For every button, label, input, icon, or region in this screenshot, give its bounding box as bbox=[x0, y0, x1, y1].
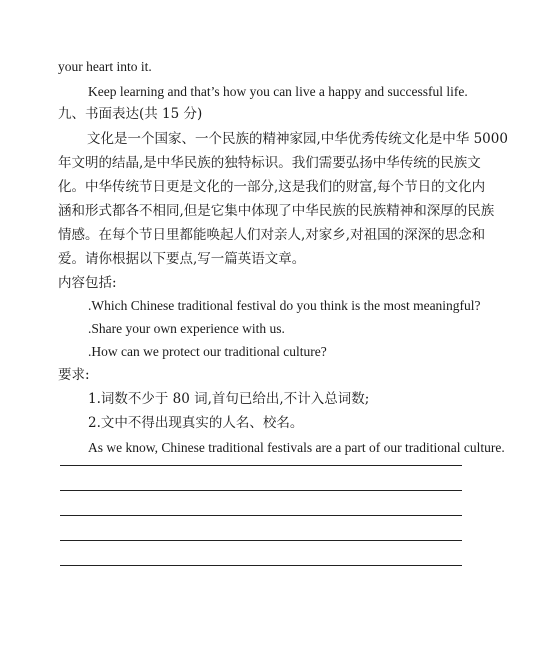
content-point: .Share your own experience with us. bbox=[88, 321, 285, 336]
content-heading: 内容包括: bbox=[58, 275, 117, 291]
requirements-heading: 要求: bbox=[58, 367, 90, 383]
answer-line bbox=[60, 565, 462, 566]
answer-line bbox=[60, 490, 462, 491]
paragraph-line: 情感。在每个节日里都能唤起人们对亲人,对家乡,对祖国的深深的思念和 bbox=[58, 227, 486, 243]
paragraph-line: 文化是一个国家、一个民族的精神家园,中华优秀传统文化是中华 5000 bbox=[87, 131, 508, 147]
paragraph-line: 爱。请你根据以下要点,写一篇英语文章。 bbox=[58, 251, 306, 267]
opening-sentence: As we know, Chinese traditional festivals are a part of our traditional culture. bbox=[88, 440, 505, 455]
requirement-item: 2.文中不得出现真实的人名、校名。 bbox=[88, 415, 304, 431]
paragraph-line: 涵和形式都各不相同,但是它集中体现了中华民族的民族精神和深厚的民族 bbox=[58, 203, 495, 219]
section-title: 九、书面表达(共 15 分) bbox=[58, 106, 203, 122]
paragraph-line: 化。中华传统节日更是文化的一部分,这是我们的财富,每个节日的文化内 bbox=[58, 179, 486, 195]
content-point: .Which Chinese traditional festival do you think is the most meaningful? bbox=[88, 298, 481, 313]
intro-line: your heart into it. bbox=[58, 59, 152, 74]
answer-line bbox=[60, 465, 462, 466]
answer-line bbox=[60, 540, 462, 541]
requirement-item: 1.词数不少于 80 词,首句已给出,不计入总词数; bbox=[88, 391, 370, 407]
answer-line bbox=[60, 515, 462, 516]
content-point: .How can we protect our traditional culture? bbox=[88, 344, 327, 359]
intro-line: Keep learning and that’s how you can live a happy and successful life. bbox=[88, 84, 468, 99]
paragraph-line: 年文明的结晶,是中华民族的独特标识。我们需要弘扬中华传统的民族文 bbox=[58, 155, 481, 171]
